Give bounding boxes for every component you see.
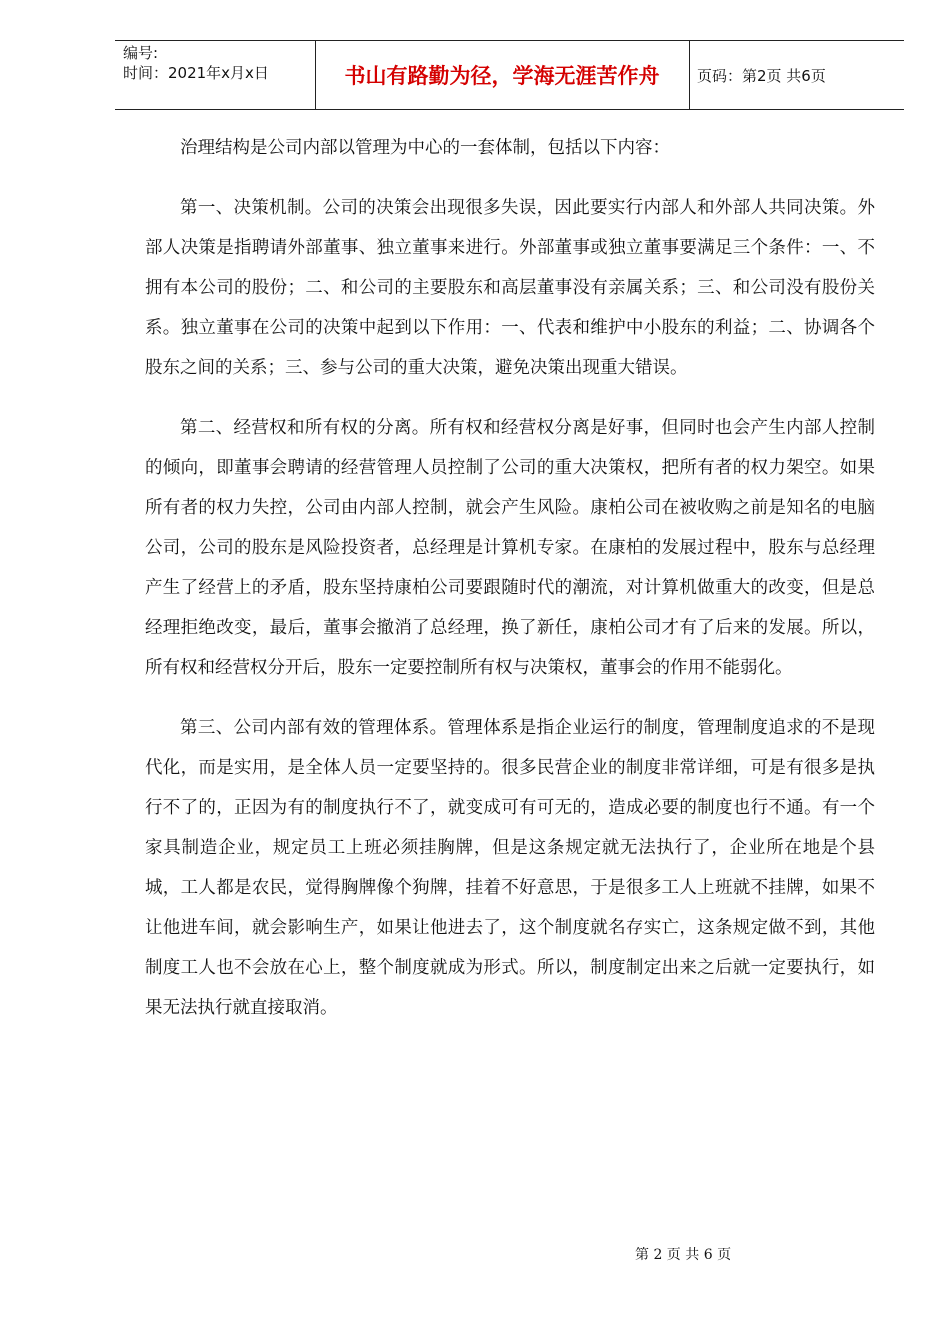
document-number-label: 编号: [123, 44, 159, 62]
footer-page-number: 第 2 页 共 6 页 [635, 1247, 732, 1263]
page-footer [0, 1244, 950, 1264]
paragraph-decision-mechanism: 第一、决策机制。公司的决策会出现很多失误，因此要实行内部人和外部人共同决策。外部人决策是指聘请外部董事、独立董事来进行。外部董事或独立董事要满足三个条件：一、不拥有本公司的股份；二、和公司的主要股东和高层董事没有亲属关系；三、和公司没有股份关系。独立董事在公司的决策中起到以下作用：一、代表和维护中小股东的利益；二、协调各个股东之间的关系；三、参与公司的重大决策，避免决策出现重大错误。 [145, 198, 875, 378]
header-meta [115, 41, 316, 109]
paragraph-ownership-separation: 第二、经营权和所有权的分离。所有权和经营权分离是好事，但同时也会产生内部人控制的倾向，即董事会聘请的经营管理人员控制了公司的重大决策权，把所有者的权力架空。如果所有者的权力失控，公司由内部人控制，就会产生风险。康柏公司在被收购之前是知名的电脑公司，公司的股东是风险投资者，总经理是计算机专家。在康柏的发展过程中，股东与总经理产生了经营上的矛盾，股东坚持康柏公司要跟随时代的潮流，对计算机做重大的改变，但是总经理拒绝改变，最后，董事会撤消了总经理，换了新任，康柏公司才有了后来的发展。所以，所有权和经营权分开后，股东一定要控制所有权与决策权，董事会的作用不能弱化。 [145, 418, 875, 678]
document-time-label: 时间：2021年x月x日 [123, 64, 269, 82]
header-motto: 书山有路勤为径，学海无涯苦作舟 [315, 41, 690, 109]
header-page-info: 页码：第2页 共6页 [697, 66, 826, 85]
page-header [115, 40, 904, 110]
document-body [145, 128, 875, 1048]
paragraph-intro: 治理结构是公司内部以管理为中心的一套体制，包括以下内容： [180, 138, 670, 158]
paragraph-management-system: 第三、公司内部有效的管理体系。管理体系是指企业运行的制度，管理制度追求的不是现代化，而是实用，是全体人员一定要坚持的。很多民营企业的制度非常详细，可是有很多是执行不了的，正因为有的制度执行不了，就变成可有可无的，造成必要的制度也行不通。有一个家具制造企业，规定员工上班必须挂胸牌，但是这条规定就无法执行了，企业所在地是个县城，工人都是农民，觉得胸牌像个狗牌，挂着不好意思，于是很多工人上班就不挂牌，如果不让他进车间，就会影响生产，如果让他进去了，这个制度就名存实亡，这条规定做不到，其他制度工人也不会放在心上，整个制度就成为形式。所以，制度制定出来之后就一定要执行，如果无法执行就直接取消。 [145, 718, 875, 1018]
